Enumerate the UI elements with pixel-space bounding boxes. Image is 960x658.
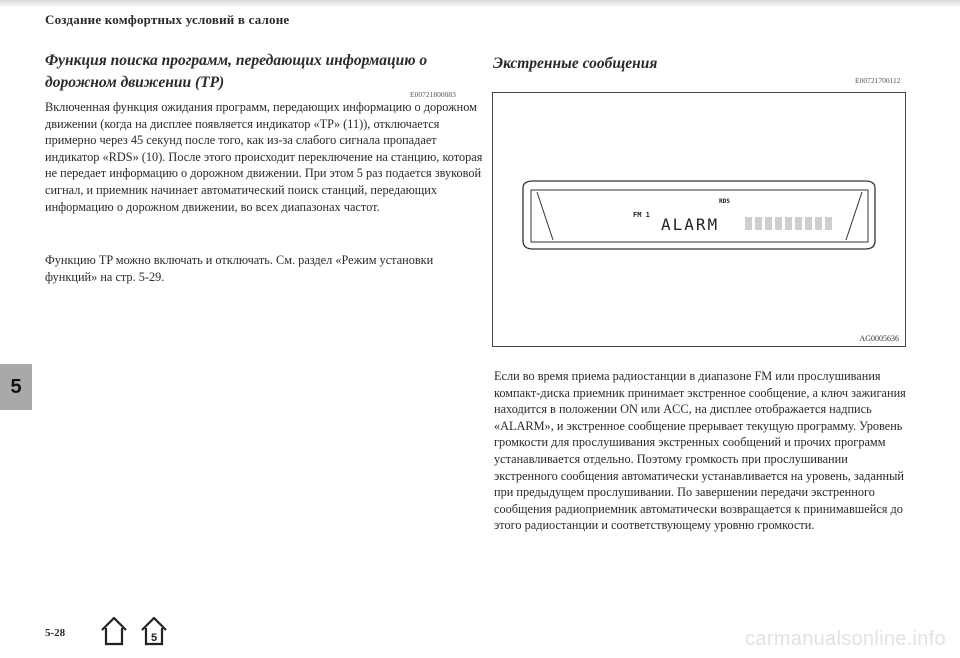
chapter-icon-label: 5 <box>150 632 158 644</box>
right-heading: Экстренные сообщения <box>493 55 658 72</box>
home-icon[interactable] <box>100 614 128 648</box>
page-number: 5-28 <box>45 627 66 639</box>
left-paragraph-1: Включенная функция ожидания программ, передающих информацию о дорожном движении (когда на дисплее появляется индикатор «TP» (11)), отключается примерно через 45 секунд после того, как из-за слабого сигнала пропадает индикатор «RDS» (10). После этого происходит переключение на станцию, которая не передает информацию о дорожном движении. При этом 5 раз подается звуковой сигнал, и приемник начинает автоматический поиск станций, передающих информацию о дорожном движении, во всех диапазонах частот. <box>45 100 483 214</box>
left-heading: Функция поиска программ, передающих информацию о дорожном движении (TP) <box>45 52 428 91</box>
right-paragraph: Если во время приема радиостанции в диапазоне FM или прослушивания компакт-диска приемник принимает экстренное сообщение, а ключ зажигания находится в положении ON или ACC, на дисплее отображается надпись «ALARM», и экстренное сообщение прерывает текущую программу. Уровень громкости для прослушивания экстренных сообщений и прочих программ устанавливается отдельно. Поэтому громкость при прослушивании экстренного сообщения автоматически устанавливается на уровень, заданный при предыдущем прослушивании. По завершении передачи экстренного сообщения радиоприемник автоматически возвращается к принимавшейся до этого радиостанции и соответствующему уровню громкости. <box>494 369 906 533</box>
chapter-tab: 5 <box>0 364 32 410</box>
radio-display-figure <box>492 92 906 347</box>
display-alarm-text: ALARM <box>661 215 720 234</box>
chapter-home-icon[interactable] <box>140 614 168 648</box>
display-band-label: FM 1 <box>633 211 650 219</box>
left-paragraph-2: Функцию TP можно включать и отключать. См. раздел «Режим установки функций» на стр. 5-29. <box>45 253 434 284</box>
header-strip <box>0 0 960 8</box>
right-code: E00721700112 <box>855 76 901 85</box>
watermark: carmanualsonline.info <box>745 628 946 650</box>
figure-id: AG0005636 <box>859 334 899 343</box>
left-code: E00721800083 <box>410 90 456 99</box>
section-title: Создание комфортных условий в салоне <box>45 12 290 27</box>
radio-display-illustration <box>493 93 907 348</box>
display-rds-label: RDS <box>719 198 730 205</box>
